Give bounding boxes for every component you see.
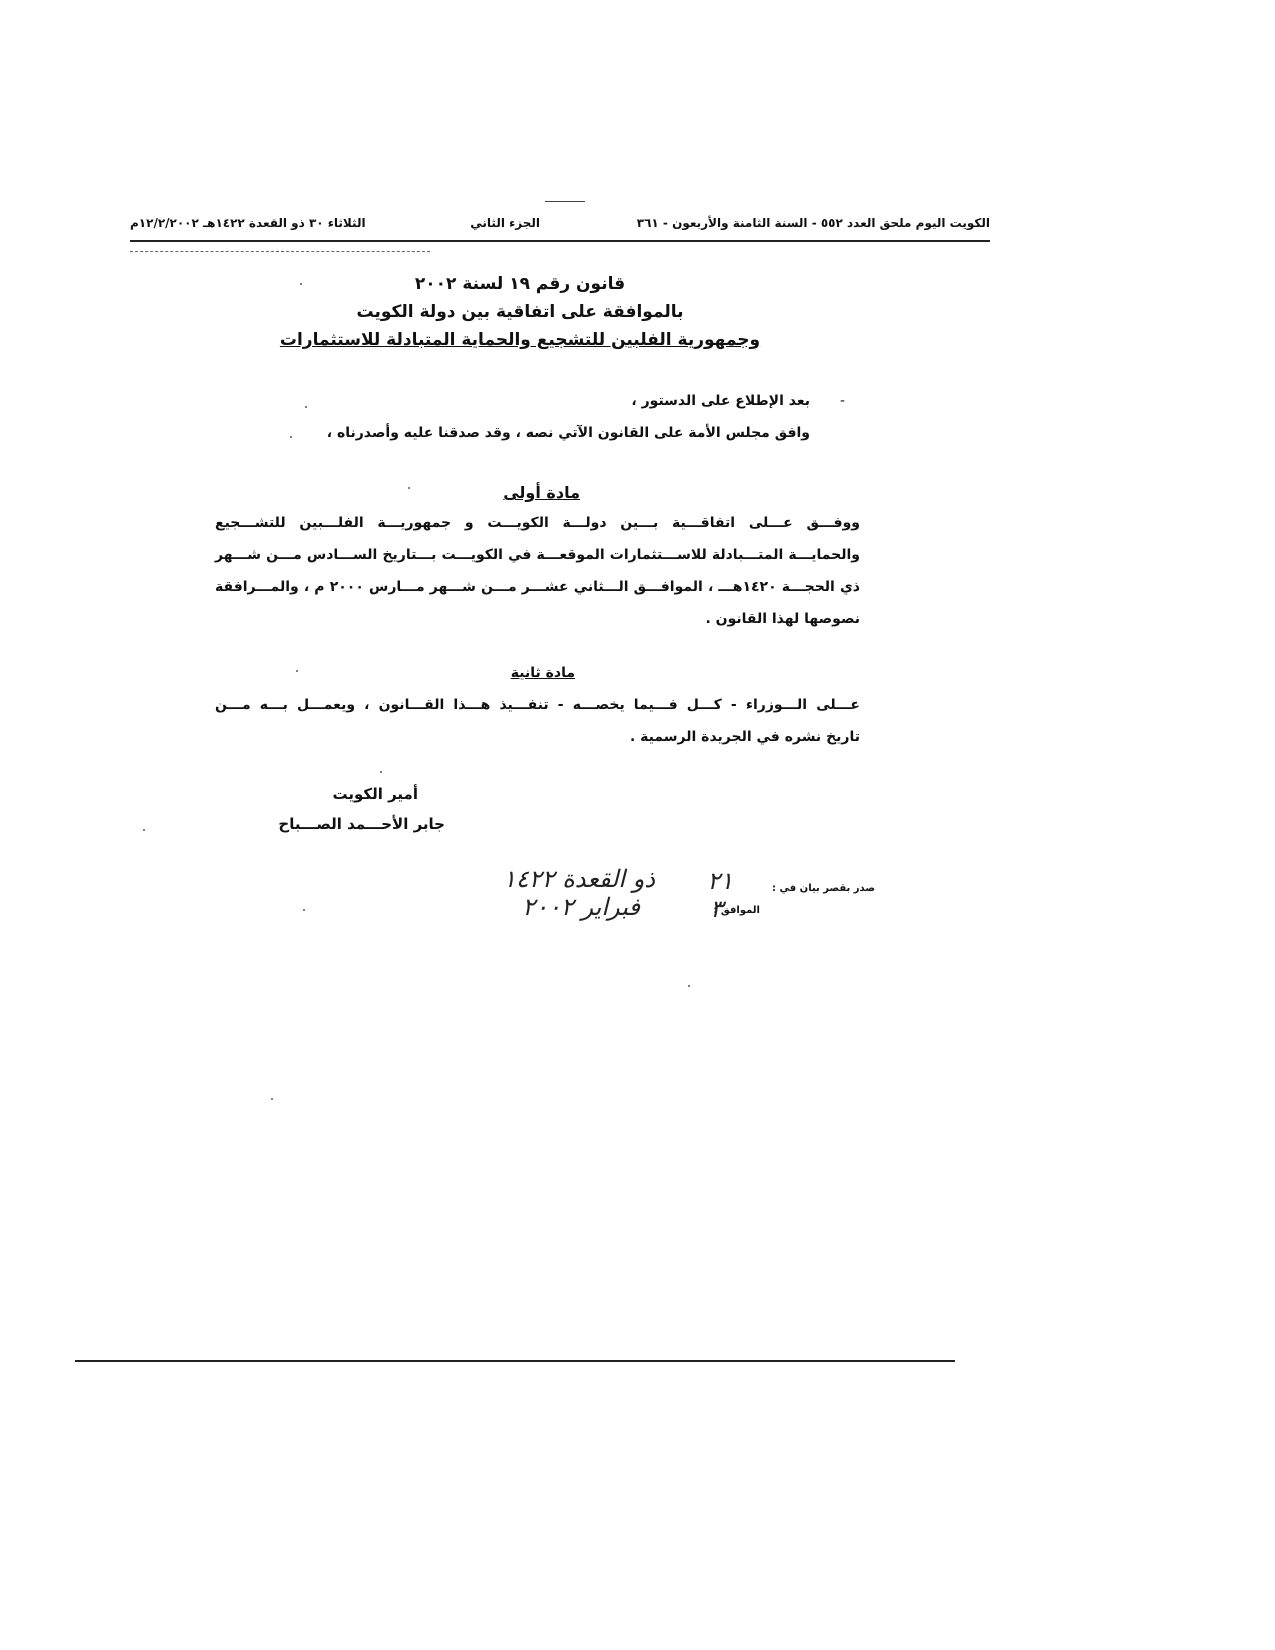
handwritten-gregorian-month-year: فبراير ٢٠٠٢ [522, 893, 640, 921]
scan-speck [305, 406, 307, 408]
header-issue: الكويت اليوم ملحق العدد ٥٥٢ - السنة الثامنة والأربعون - ٣٦١ [636, 216, 990, 230]
scan-speck [296, 670, 298, 672]
article-1-line-4: نصوصها لهذا القانون . [705, 611, 860, 627]
article-2-line-1: عـــلى الـــوزراء - كـــل فـــيما يخصـــه - تنفـــيذ هـــذا القـــانون ، ويعمـــل بـــه مـــن [215, 697, 860, 713]
header-tick-mark [545, 201, 585, 202]
corresponding-label: الموافق : [713, 905, 760, 916]
article-2-line-2: تاريخ نشره في الجريدة الرسمية . [629, 729, 860, 745]
law-number: قانون رقم ١٩ لسنة ٢٠٠٢ [414, 274, 626, 294]
article-1-heading: مادة أولى [503, 483, 580, 502]
scan-speck [300, 283, 302, 285]
law-subject-line-1: بالموافقة على اتفاقية بين دولة الكويت [356, 302, 684, 322]
scan-speck [271, 1098, 273, 1100]
scan-speck [303, 909, 305, 911]
handwritten-hijri-month-year: ذو القعدة ١٤٢٢ [503, 865, 655, 893]
header-date: الثلاثاء ٣٠ ذو القعدة ١٤٢٢هـ ١٢/٢/٢٠٠٢م [130, 216, 366, 230]
article-2-heading: مادة ثانية [510, 665, 575, 681]
handwritten-gregorian-day: ٣ [710, 895, 723, 923]
gazette-header [130, 216, 990, 238]
header-dashed-divider [130, 251, 430, 252]
scan-speck [290, 436, 292, 438]
preamble-line-2: وافق مجلس الأمة على القانون الآتي نصه ، وقد صدقنا عليه وأصدرناه ، [326, 425, 810, 441]
law-subject-line-2: وجمهورية الفلبين للتشجيع والحماية المتبادلة للاستثمارات [279, 330, 761, 350]
article-1-line-1: ووفـــق عـــلى اتفاقـــية بـــين دولـــة الكويـــت و جمهوريـــة الفلـــبين للتشـــجيع [215, 515, 860, 531]
preamble-line-1: بعد الإطلاع على الدستور ، [631, 393, 810, 409]
preamble-dash: - [839, 393, 845, 409]
law-title [240, 270, 800, 354]
signature-title: أمير الكويت [332, 785, 418, 803]
scan-speck [688, 985, 690, 987]
scan-speck [143, 829, 145, 831]
header-part: الجزء الثاني [470, 216, 540, 230]
footer-divider [75, 1360, 955, 1362]
signature-name: جابر الأحـــمد الصـــباح [278, 815, 445, 833]
scan-speck [380, 771, 382, 773]
article-1-line-2: والحمايـــة المتـــبادلة للاســـتثمارات الموقعـــة في الكويـــت بـــتاريخ الســـادس مـــن شـــهر [215, 547, 860, 563]
scan-speck [408, 487, 410, 489]
issued-label: صدر بقصر بيان في : [772, 883, 875, 894]
article-1-line-3: ذي الحجـــة ١٤٢٠هـــ ، الموافـــق الـــثاني عشـــر مـــن شـــهر مـــارس ٢٠٠٠ م ، والمـــرافقة [215, 579, 860, 595]
header-divider [130, 240, 990, 242]
handwritten-hijri-day: ٢١ [707, 867, 733, 895]
